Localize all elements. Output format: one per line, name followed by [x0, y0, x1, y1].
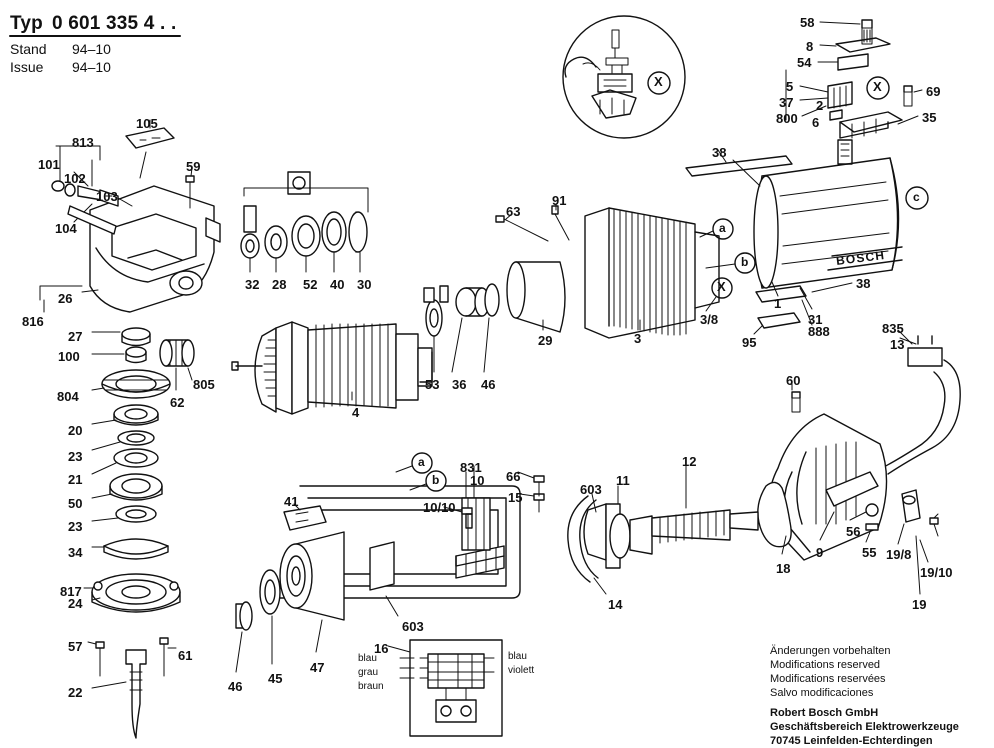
marker-a-stator: a [719, 221, 726, 235]
wire-label-blau-right: blau [508, 651, 527, 662]
callout-6: 6 [812, 115, 820, 130]
callout-69: 69 [926, 84, 941, 99]
callout-10: 10 [470, 473, 485, 488]
callout-800: 800 [776, 111, 798, 126]
callout-21: 21 [68, 472, 83, 487]
callout-813: 813 [72, 135, 94, 150]
callout-57: 57 [68, 639, 83, 654]
callout-30: 30 [357, 277, 372, 292]
callout-58: 58 [800, 15, 815, 30]
callout-2: 2 [816, 98, 824, 113]
callout-60: 60 [786, 373, 801, 388]
callout-11: 11 [616, 473, 630, 488]
callout-41: 41 [284, 494, 299, 509]
wire-label-blau-left: blau [358, 653, 377, 664]
stand-value: 94–10 [72, 41, 111, 57]
callout-805: 805 [193, 377, 215, 392]
callout-50: 50 [68, 496, 83, 511]
callout-23-upper: 23 [68, 449, 83, 464]
callout-817: 817 [60, 584, 82, 599]
issue-value: 94–10 [72, 59, 111, 75]
callout-52: 52 [303, 277, 318, 292]
callout-61: 61 [178, 648, 193, 663]
callout-100: 100 [58, 349, 80, 364]
callout-103: 103 [96, 189, 118, 204]
footer-line-2: Modifications reserved [770, 659, 881, 671]
callout-46-lower: 46 [228, 679, 243, 694]
callout-53: 53 [425, 377, 440, 392]
company-line-3: 70745 Leinfelden-Echterdingen [770, 735, 933, 747]
footer-line-3: Modifications reservées [770, 673, 886, 685]
callout-38-plate: 38 [856, 276, 871, 291]
callout-603-upper: 603 [580, 482, 602, 497]
callout-104: 104 [55, 221, 77, 236]
callout-10-10: 10/10 [423, 500, 456, 515]
callout-12: 12 [682, 454, 697, 469]
marker-b-wiring: b [432, 473, 440, 487]
footer-line-4: Salvo modificaciones [770, 687, 874, 699]
callout-9: 9 [816, 545, 824, 560]
callout-3: 3 [634, 331, 642, 346]
callout-804: 804 [57, 389, 79, 404]
marker-x-housing: X [717, 279, 726, 294]
callout-835: 835 [882, 321, 904, 336]
callout-34: 34 [68, 545, 83, 560]
marker-b-stator: b [741, 255, 749, 269]
callout-54: 54 [797, 55, 812, 70]
callout-95: 95 [742, 335, 757, 350]
callout-27: 27 [68, 329, 83, 344]
callout-3-8: 3/8 [700, 312, 719, 327]
callout-29: 29 [538, 333, 553, 348]
callout-56: 56 [846, 524, 861, 539]
callout-36: 36 [452, 377, 467, 392]
stand-label: Stand [10, 41, 47, 57]
company-line-1: Robert Bosch GmbH [770, 707, 879, 719]
company-line-2: Geschäftsbereich Elektrowerkzeuge [770, 721, 959, 733]
callout-45: 45 [268, 671, 283, 686]
callout-603-lower: 603 [402, 619, 424, 634]
callout-46-upper: 46 [481, 377, 496, 392]
callout-831: 831 [460, 460, 482, 475]
callout-32: 32 [245, 277, 260, 292]
callout-1: 1 [774, 296, 782, 311]
callout-28: 28 [272, 277, 287, 292]
callout-102: 102 [64, 171, 86, 186]
callout-15: 15 [508, 490, 523, 505]
typ-number: 0 601 335 4 . . [52, 13, 177, 34]
footer-line-1: Änderungen vorbehalten [770, 645, 891, 657]
marker-a-wiring: a [418, 455, 425, 469]
callout-40: 40 [330, 277, 345, 292]
callout-13: 13 [890, 337, 905, 352]
issue-label: Issue [10, 59, 44, 75]
marker-x-brush: X [873, 79, 882, 94]
wire-label-violett: violett [508, 665, 535, 676]
callout-59: 59 [186, 159, 201, 174]
callout-91: 91 [552, 193, 567, 208]
marker-c-housing: c [913, 190, 920, 204]
callout-24: 24 [68, 596, 83, 611]
callout-8: 8 [806, 39, 814, 54]
callout-26: 26 [58, 291, 73, 306]
callout-18: 18 [776, 561, 791, 576]
callout-14: 14 [608, 597, 623, 612]
callout-888: 888 [808, 324, 830, 339]
bosch-wordmark: BOSCH [835, 248, 886, 268]
callout-20: 20 [68, 423, 83, 438]
callout-5: 5 [786, 79, 794, 94]
callout-101: 101 [38, 157, 60, 172]
callout-66: 66 [506, 469, 521, 484]
callout-37: 37 [779, 95, 794, 110]
callout-62: 62 [170, 395, 185, 410]
callout-63: 63 [506, 204, 521, 219]
callout-19: 19 [912, 597, 927, 612]
callout-23-lower: 23 [68, 519, 83, 534]
callout-16: 16 [374, 641, 389, 656]
callout-31: 31 [808, 312, 823, 327]
callout-55: 55 [862, 545, 877, 560]
wire-label-grau: grau [358, 667, 379, 678]
callout-35: 35 [922, 110, 937, 125]
callout-19-10: 19/10 [920, 565, 953, 580]
marker-x-detail: X [654, 74, 663, 89]
callout-4: 4 [352, 405, 360, 420]
callout-816: 816 [22, 314, 44, 329]
callout-105: 105 [136, 116, 158, 131]
callout-47: 47 [310, 660, 325, 675]
typ-label: Typ [10, 13, 43, 34]
callout-22: 22 [68, 685, 83, 700]
callout-38-top: 38 [712, 145, 727, 160]
callout-19-8: 19/8 [886, 547, 912, 562]
wire-label-braun: braun [358, 681, 384, 692]
